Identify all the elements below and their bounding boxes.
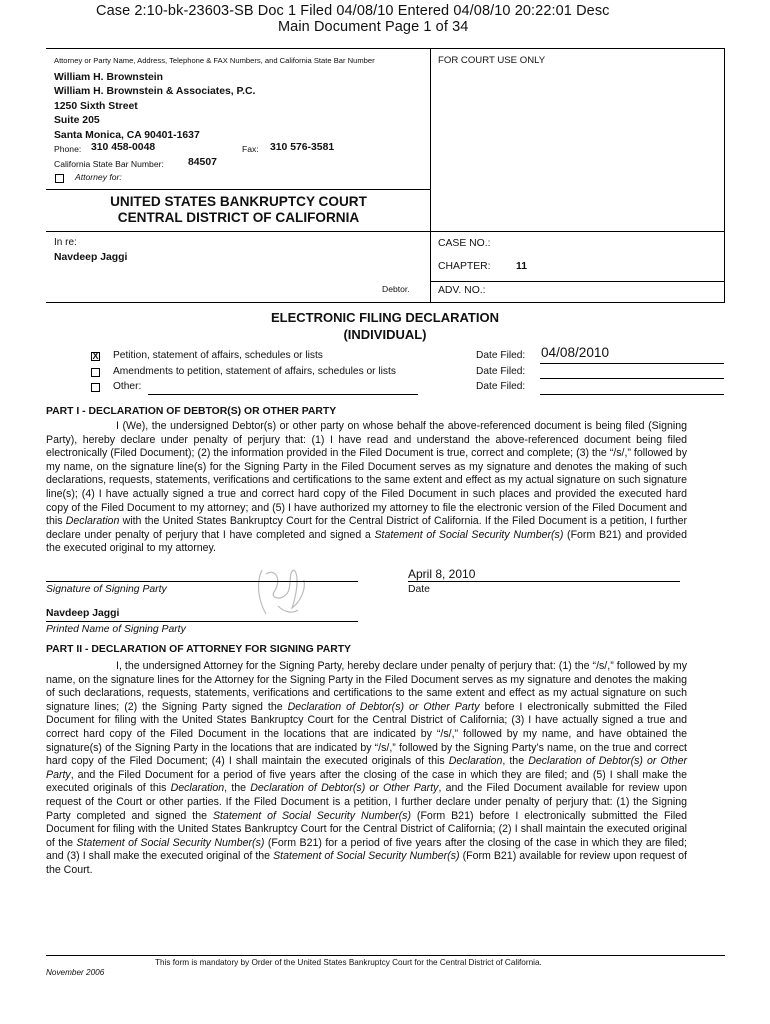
body-text: (Form B21) and provided the executed original to my attorney. [46, 528, 687, 555]
chapter-label: CHAPTER: [438, 261, 491, 272]
frame-attorney-bottom [46, 189, 431, 190]
footer-date: November 2006 [46, 968, 105, 977]
italic-term: Declaration [448, 755, 503, 768]
bar-number-value: 84507 [188, 157, 217, 168]
part1-date-value: April 8, 2010 [408, 567, 476, 581]
signature-scribble [248, 562, 314, 624]
attorney-for-label: Attorney for: [75, 172, 122, 182]
printed-name-label: Printed Name of Signing Party [46, 624, 186, 635]
body-text: with the United States Bankruptcy Court for the Central District of California. If the Filed Document is a petition, I further declare under penalty of perjury that I have completed and signed a [46, 515, 687, 541]
italic-term: Declaration of Debtor(s) or Other Party [46, 755, 687, 781]
attorney-caption: Attorney or Party Name, Address, Telephone & FAX Numbers, and California State Bar Number [54, 56, 375, 65]
court-name-line2: CENTRAL DISTRICT OF CALIFORNIA [117, 210, 360, 225]
petition-checkbox[interactable] [91, 352, 100, 361]
phone-value: 310 458-0048 [91, 142, 156, 153]
body-text: I, the undersigned Attorney for the Signing Party, hereby declare under penalty of perjury that: (1) the “/s/,” followed by my name, on the signature lines for the Attorney for the Signing Party in the Filed Document serves as my signature and denotes the making of such declarations, requests, statements, verifications and certifications to the same extent and effect as my actual signature on such signature lines; (2) the Signing Party signed the [46, 660, 687, 713]
case-no-label: CASE NO.: [438, 238, 491, 249]
declaration-title [0, 310, 770, 343]
phone-label: Phone: [54, 144, 82, 154]
body-text: , the [502, 755, 529, 768]
body-text: , the [224, 782, 251, 795]
italic-term: Statement of Social Security Number(s) [212, 809, 411, 822]
fax-label: Fax: [242, 144, 259, 154]
fax-value: 310 576-3581 [270, 142, 335, 153]
attorney-for-checkbox[interactable] [55, 174, 64, 183]
court-use-label: FOR COURT USE ONLY [438, 55, 546, 66]
italic-term: Declaration [170, 782, 225, 795]
other-checkbox[interactable] [91, 383, 100, 392]
court-name [46, 194, 431, 226]
italic-term: Declaration of Debtor(s) or Other Party [287, 700, 480, 713]
amendments-label: Amendments to petition, statement of affairs, schedules or lists [113, 366, 396, 377]
court-name-line1: UNITED STATES BANKRUPTCY COURT [110, 194, 367, 209]
body-text: I (We), the undersigned Debtor(s) or other party on whose behalf the above-referenced document is being filed (Signing Party), hereby declare under penalty of perjury that: (1) I have read and understand the above-referenced document being filed electronically (Filed Document); (2) the information provided in the Filed Document is true, correct and complete; (3) the “/s/,” followed by my name, on the signature line(s) for the Signing Party in the Filed Document serves as my signature and denotes the making of such declarations, requests, statements, verifications and certifications to the same extent and effect as my actual signature on such signature line(s); (4) I have actually signed a true and correct hard copy of the Filed Document in such places and provided the executed hard copy of the Filed Document to my attorney; and (5) I have authorized my attorney to file the electronic version of the Filed Document and this [46, 420, 687, 528]
body-text: (Form B21) before I electronically submitted the Filed Document for filing with the United States Bankruptcy Court for the Central District of California; (2) I shall maintain the executed original of the [46, 809, 687, 849]
signature-line [46, 581, 358, 582]
italic-term: Statement of Social Security Number(s) [374, 528, 564, 541]
adv-no-label: ADV. NO.: [438, 285, 486, 296]
printed-name-line [46, 621, 358, 622]
printed-name-value: Navdeep Jaggi [46, 608, 120, 619]
amendments-date-label: Date Filed: [476, 366, 526, 377]
frame-top [46, 48, 724, 49]
body-text: before I electronically submitted the Filed Document for filing with the United States Bankruptcy Court for the Central District of California; (3) I have actually signed a true and correct hard copy of the Filed Document in the locations that are indicated by “/s/,” followed by my name, and have obtained the signature(s) of the Signing Party in the locations that are indicated by “/s/,” followed by the Signing Party’s name, on the true and correct hard copy of the Filed Document; (4) I shall maintain the executed originals of this [46, 700, 687, 768]
other-line [148, 394, 418, 395]
attorney-line: 1250 Sixth Street [54, 100, 138, 112]
debtor-label: Debtor. [382, 284, 410, 294]
italic-term: Statement of Social Security Number(s) [76, 836, 265, 849]
case-header-line1: Case 2:10-bk-23603-SB Doc 1 Filed 04/08/10 Entered 04/08/10 20:22:01 Desc [96, 3, 610, 19]
chapter-value: 11 [516, 261, 527, 272]
frame-bottom [46, 302, 725, 303]
in-re-label: In re: [54, 237, 77, 248]
signature-label: Signature of Signing Party [46, 584, 167, 595]
date-label: Date [408, 584, 430, 595]
attorney-address [54, 71, 255, 143]
italic-term: Declaration of Debtor(s) or Other Party [250, 782, 439, 795]
part2-body [46, 660, 687, 878]
italic-term: Declaration [65, 515, 120, 528]
bar-number-label: California State Bar Number: [54, 159, 164, 169]
part1-body [46, 420, 687, 556]
other-date-line [540, 394, 724, 395]
other-label: Other: [113, 381, 142, 392]
petition-date-line [540, 363, 724, 364]
frame-divider [430, 48, 431, 303]
attorney-line: William H. Brownstein & Associates, P.C. [54, 86, 256, 98]
petition-date-label: Date Filed: [476, 350, 526, 361]
petition-date-value: 04/08/2010 [541, 345, 610, 360]
amendments-date-line [540, 378, 724, 379]
case-header-line2: Main Document Page 1 of 34 [278, 19, 469, 35]
other-date-label: Date Filed: [476, 381, 526, 392]
body-text: (Form B21) for a period of five years after the closing of the case in which they are filed; and (3) I shall make the executed original of the [46, 836, 687, 863]
debtor-name: Navdeep Jaggi [54, 252, 128, 263]
petition-label: Petition, statement of affairs, schedules or lists [113, 350, 323, 361]
amendments-checkbox[interactable] [91, 368, 100, 377]
part2-heading: PART II - DECLARATION OF ATTORNEY FOR SIGNING PARTY [46, 644, 351, 655]
attorney-line: William H. Brownstein [54, 72, 164, 83]
part1-heading: PART I - DECLARATION OF DEBTOR(S) OR OTHER PARTY [46, 406, 337, 417]
footer-notice: This form is mandatory by Order of the United States Bankruptcy Court for the Central District of California. [155, 958, 542, 967]
petition-check-mark: X [92, 351, 99, 361]
footer-rule [46, 955, 725, 956]
italic-term: Statement of Social Security Number(s) [273, 850, 460, 863]
frame-chapter-bottom [431, 281, 725, 282]
body-text: , and the Filed Document for a period of five years after the closing of the case in which they are filed; and (5) I shall make the executed originals of this [46, 768, 687, 795]
attorney-line: Santa Monica, CA 90401-1637 [54, 129, 200, 141]
date-line [408, 581, 680, 582]
title-line2: (INDIVIDUAL) [343, 326, 427, 342]
title-line1: ELECTRONIC FILING DECLARATION [271, 310, 499, 325]
frame-right [724, 48, 725, 303]
frame-court-bottom [46, 231, 725, 232]
attorney-line: Suite 205 [54, 115, 100, 127]
body-text: , and the Filed Document available for review upon request of the Court or other parties. If the Filed Document is a petition, I further declare under penalty of perjury that: (1) the Signing Party completed and signed the [46, 782, 688, 822]
body-text: (Form B21) available for review upon request of the Court. [46, 850, 687, 876]
